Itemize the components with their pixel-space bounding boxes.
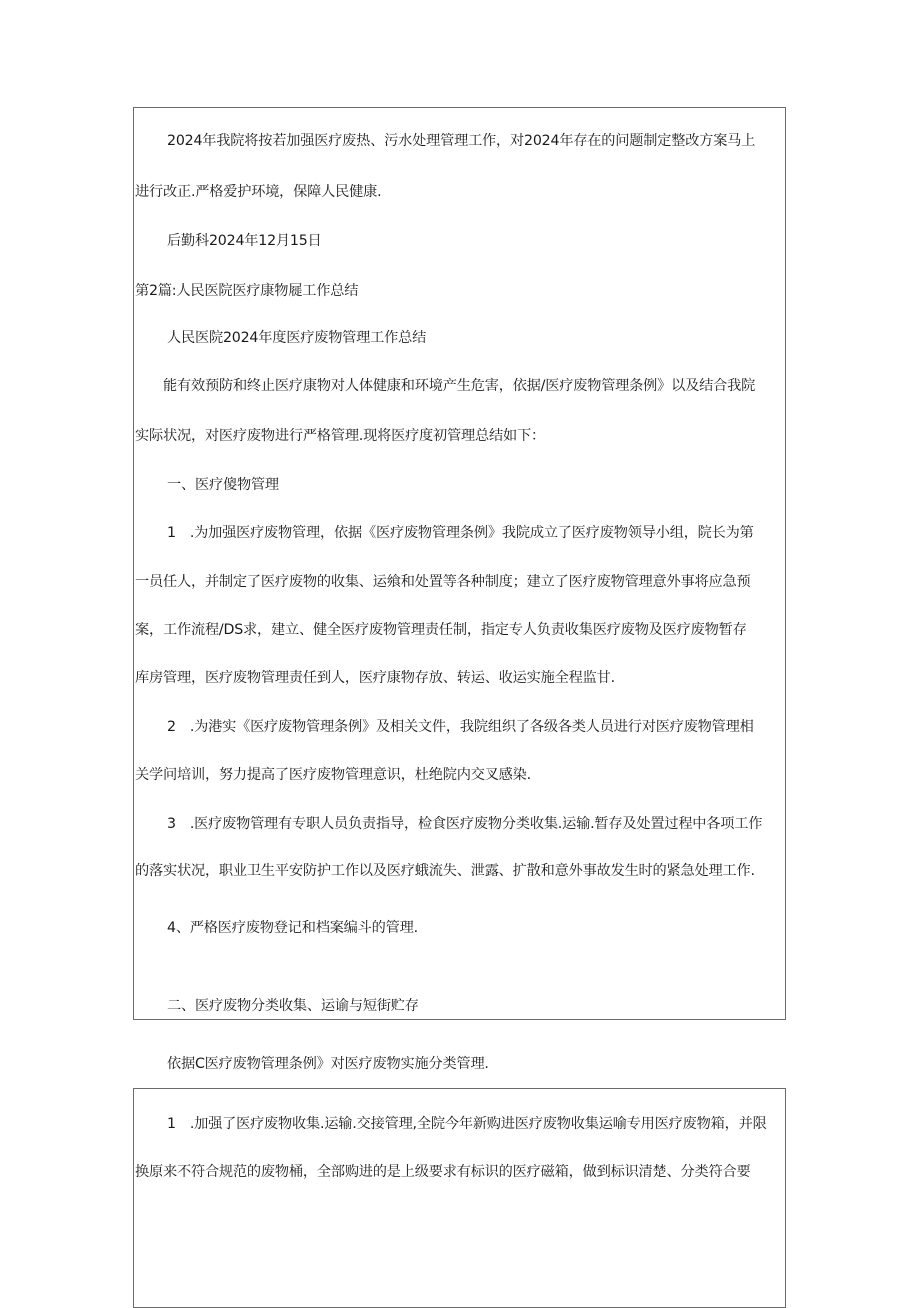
subsection-heading: 一、医疗傻物管理	[167, 477, 279, 493]
paragraph-line: 1 .为加强医疗废物管理，依据《医疗废物管理条例》我院成立了医疗废物领导小组，院长为第	[167, 525, 754, 541]
paragraph-line: 库房管理，医疗废物管理责任到人，医疗康物存放、转运、收运实施全程监甘.	[135, 670, 615, 686]
paragraph-line: 3 .医疗废物管理有专职人员负责指导，检食医疗废物分类收集.运输.暂存及处置过程中各项工作	[167, 816, 763, 832]
paragraph-line: 换原来不符合规范的废物桶，全部购进的是上级要求有标识的医疗磁箱，做到标识清楚、分类符合要	[135, 1164, 751, 1180]
paragraph-line: 进行改正.严格爱护环境，保障人民健康.	[135, 184, 382, 200]
paragraph-line: 2024年我院将按若加强医疗废热、污水处理管理工作，对2024年存在的问题制定整改方案马上	[167, 133, 756, 149]
paragraph-line: 1 .加强了医疗废物收集.运输.交接管理,全院今年新购进医疗废物收集运喻专用医疗废物箱，并限	[167, 1116, 767, 1132]
section-heading: 第2篇:人民医院医疗康物屣工作总结	[135, 283, 359, 299]
paragraph-line: 能有效预防和终止医疗康物对人体健康和环境产生危害，依据/医疗废物管理条例》以及结合我院	[163, 378, 756, 394]
paragraph-line: 的落实状况，职业卫生平安防护工作以及医疗蛾流失、泄露、扩散和意外事故发生时的紧急处理工作.	[135, 863, 755, 879]
paragraph-line: 4、严格医疗废物登记和档案编斗的管理.	[167, 920, 418, 936]
paragraph-line: 一员任人，并制定了医疗废物的收集、运飨和处置等各种制度；建立了医疗废物管理意外事将应急预	[135, 574, 751, 590]
document-title: 人民医院2024年度医疗废物管理工作总结	[167, 330, 427, 346]
paragraph-line: 2 .为港实《医疗废物管理条例》及相关文件，我院组织了各级各类人员进行对医疗废物管理相	[167, 719, 754, 735]
paragraph-line: 关学问培训，努力提高了医疗废物管理意识，杜绝院内交叉感染.	[135, 767, 531, 783]
paragraph-line: 案，工作流程/DS求，建立、健全医疗废物管理责任制，指定专人负责收集医疗废物及医疗废物暂存	[135, 622, 747, 638]
signature-line: 后勤科2024年12月15日	[167, 233, 322, 249]
subsection-heading: 二、医疗废物分类收集、运谕与短街贮存	[167, 998, 419, 1014]
paragraph-line: 实际状况，对医疗废物进行严格管理.现将医疗度初管理总结如下：	[135, 428, 545, 444]
paragraph-line: 依据C医疗废物管理条例》对医疗废物实施分类管理.	[167, 1056, 489, 1072]
